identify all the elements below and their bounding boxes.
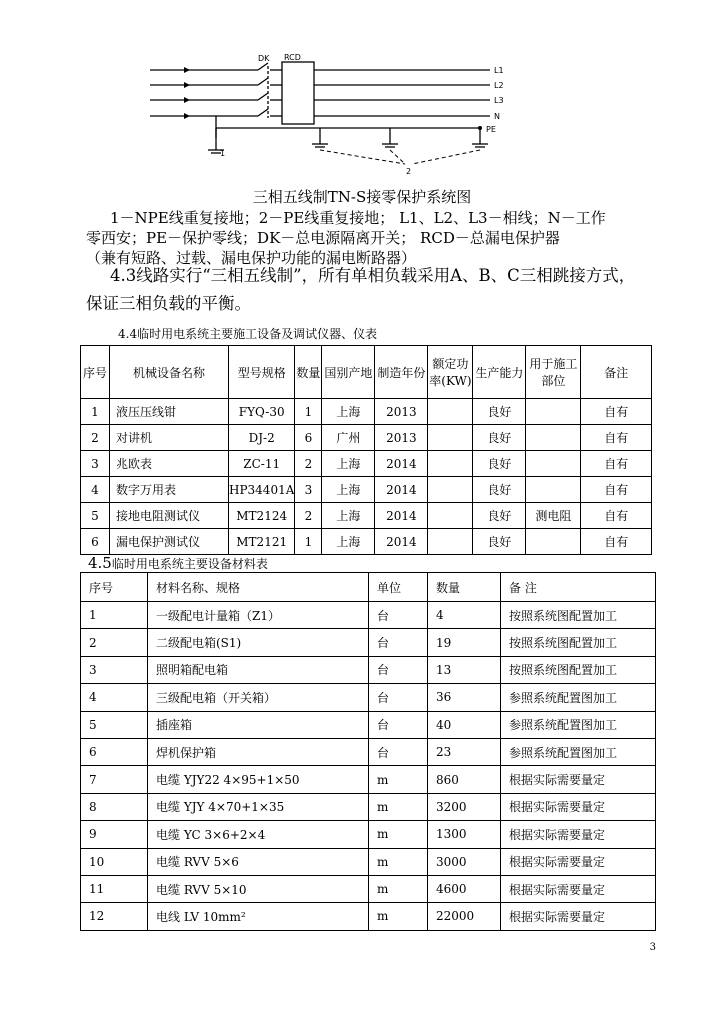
table-cell: 液压压线钳 xyxy=(110,399,229,425)
table-row xyxy=(81,629,656,656)
table-cell: 4 xyxy=(81,684,148,711)
table-cell: 自有 xyxy=(581,399,652,425)
table-cell: 良好 xyxy=(473,451,526,477)
table-cell: m xyxy=(369,766,428,793)
table-cell: 1 xyxy=(295,399,322,425)
table-cell: 台 xyxy=(369,738,428,765)
table-cell: 4600 xyxy=(428,875,501,902)
table-cell xyxy=(526,477,581,503)
table-cell: 自有 xyxy=(581,451,652,477)
col-header: 额定功率(KW) xyxy=(428,346,473,399)
materials-table xyxy=(80,572,656,931)
materials-table-body xyxy=(81,602,656,931)
table-cell: m xyxy=(369,875,428,902)
table-header-row xyxy=(81,573,656,602)
table-cell: 根据实际需要量定 xyxy=(501,848,656,875)
table-cell: HP34401A xyxy=(229,477,295,503)
table-cell: 按照系统图配置加工 xyxy=(501,602,656,629)
table2-title-number: 4.5 xyxy=(88,554,112,572)
n-label: N xyxy=(494,112,500,121)
table-cell: 9 xyxy=(81,821,148,848)
table-cell: 参照系统配置图加工 xyxy=(501,711,656,738)
table-cell: 22000 xyxy=(428,903,501,930)
table-row xyxy=(81,793,656,820)
table-cell: 良好 xyxy=(473,425,526,451)
l3-label: L3 xyxy=(494,96,504,105)
table-cell: 按照系统图配置加工 xyxy=(501,656,656,683)
col-header: 序号 xyxy=(81,573,148,602)
tn-s-system-diagram xyxy=(150,52,520,192)
table-cell: 19 xyxy=(428,629,501,656)
table-cell xyxy=(526,425,581,451)
table-cell: 照明箱配电箱 xyxy=(148,656,369,683)
table-row xyxy=(81,656,656,683)
table-cell: 3 xyxy=(81,656,148,683)
l1-label: L1 xyxy=(494,66,504,75)
table-cell: 电线 LV 10mm² xyxy=(148,903,369,930)
table-cell xyxy=(428,451,473,477)
table-cell: 良好 xyxy=(473,503,526,529)
diagram-caption: 三相五线制TN-S接零保护系统图 xyxy=(252,188,472,206)
table-cell: 台 xyxy=(369,711,428,738)
table-row xyxy=(81,711,656,738)
table-cell xyxy=(526,399,581,425)
table1-title: 4.4临时用电系统主要施工设备及调试仪器、仪表 xyxy=(118,327,378,341)
table-cell: 2013 xyxy=(375,425,428,451)
table-cell: 2014 xyxy=(375,451,428,477)
table-cell: 电缆 RVV 5×6 xyxy=(148,848,369,875)
table-cell: 上海 xyxy=(322,477,375,503)
col-header: 序号 xyxy=(81,346,110,399)
col-header: 型号规格 xyxy=(229,346,295,399)
col-header: 用于施工部位 xyxy=(526,346,581,399)
col-header: 单位 xyxy=(369,573,428,602)
table-cell xyxy=(428,529,473,555)
table-cell: 电缆 YJY22 4×95+1×50 xyxy=(148,766,369,793)
section-4-3-line-2: 保证三相负载的平衡。 xyxy=(86,294,251,313)
table-cell xyxy=(428,503,473,529)
table-cell: 2013 xyxy=(375,399,428,425)
table-cell: 台 xyxy=(369,684,428,711)
table-row xyxy=(81,503,652,529)
table-row xyxy=(81,399,652,425)
table-cell: 2014 xyxy=(375,477,428,503)
table-cell xyxy=(526,451,581,477)
table-row xyxy=(81,602,656,629)
table-cell: 良好 xyxy=(473,399,526,425)
col-header: 备 注 xyxy=(501,573,656,602)
table-cell: m xyxy=(369,903,428,930)
table-cell: 一级配电计量箱（Z1） xyxy=(148,602,369,629)
table-row xyxy=(81,529,652,555)
table2-title xyxy=(88,554,268,572)
pe-label: PE xyxy=(486,125,496,134)
page-number: 3 xyxy=(649,942,656,953)
table-cell xyxy=(428,425,473,451)
table-cell: 8 xyxy=(81,793,148,820)
col-header: 备注 xyxy=(581,346,652,399)
table-cell: 上海 xyxy=(322,399,375,425)
mark-1-label: 1 xyxy=(220,149,226,158)
table-cell: 插座箱 xyxy=(148,711,369,738)
mark-2-label: 2 xyxy=(406,167,412,176)
table-cell: 根据实际需要量定 xyxy=(501,821,656,848)
col-header: 制造年份 xyxy=(375,346,428,399)
table-cell: 5 xyxy=(81,503,110,529)
col-header: 数量 xyxy=(428,573,501,602)
col-header: 数量 xyxy=(295,346,322,399)
table-cell: 12 xyxy=(81,903,148,930)
rcd-label: RCD xyxy=(284,53,301,62)
equipment-table xyxy=(80,345,652,555)
table-row xyxy=(81,821,656,848)
table-cell: ZC-11 xyxy=(229,451,295,477)
table-cell: 2 xyxy=(295,451,322,477)
table-cell: 2014 xyxy=(375,503,428,529)
table-cell: 对讲机 xyxy=(110,425,229,451)
col-header: 材料名称、规格 xyxy=(148,573,369,602)
table-cell: 自有 xyxy=(581,425,652,451)
table-row xyxy=(81,425,652,451)
table-cell: 6 xyxy=(295,425,322,451)
table-cell: MT2121 xyxy=(229,529,295,555)
legend-line-1: 1－NPE线重复接地；2－PE线重复接地； L1、L2、L3－相线；N－工作 xyxy=(110,209,606,227)
table-cell: 自有 xyxy=(581,529,652,555)
table-cell xyxy=(428,399,473,425)
table-cell: 台 xyxy=(369,602,428,629)
table-cell xyxy=(428,477,473,503)
table-cell: 1 xyxy=(295,529,322,555)
table-cell: 3200 xyxy=(428,793,501,820)
table-cell: 36 xyxy=(428,684,501,711)
table-cell: 根据实际需要量定 xyxy=(501,793,656,820)
table-cell: 6 xyxy=(81,738,148,765)
table-cell: 良好 xyxy=(473,529,526,555)
table-cell: 兆欧表 xyxy=(110,451,229,477)
table-cell: 40 xyxy=(428,711,501,738)
table-cell: 漏电保护测试仪 xyxy=(110,529,229,555)
dk-label: DK xyxy=(258,54,270,63)
table-cell: 广州 xyxy=(322,425,375,451)
table-cell: 2 xyxy=(81,425,110,451)
table-cell: 1300 xyxy=(428,821,501,848)
table-cell: 根据实际需要量定 xyxy=(501,766,656,793)
table-cell: 1 xyxy=(81,602,148,629)
table-cell: 3000 xyxy=(428,848,501,875)
table-cell: 11 xyxy=(81,875,148,902)
table-cell: 1 xyxy=(81,399,110,425)
table-cell: MT2124 xyxy=(229,503,295,529)
table-cell: 根据实际需要量定 xyxy=(501,875,656,902)
equipment-table-body xyxy=(81,399,652,555)
legend-line-2: 零西安；PE－保护零线；DK－总电源隔离开关； RCD－总漏电保护器 xyxy=(86,229,560,247)
table-cell: 上海 xyxy=(322,503,375,529)
table-cell: 自有 xyxy=(581,477,652,503)
table-cell: 接地电阻测试仪 xyxy=(110,503,229,529)
table-cell: 二级配电箱(S1) xyxy=(148,629,369,656)
col-header: 生产能力 xyxy=(473,346,526,399)
legend-line-3: （兼有短路、过载、漏电保护功能的漏电断路器） xyxy=(86,249,417,267)
table-cell xyxy=(526,529,581,555)
table-cell: 电缆 YJY 4×70+1×35 xyxy=(148,793,369,820)
table2-title-text: 临时用电系统主要设备材料表 xyxy=(111,557,268,571)
table-cell: 7 xyxy=(81,766,148,793)
table-cell: 上海 xyxy=(322,451,375,477)
table-cell: m xyxy=(369,848,428,875)
table-row xyxy=(81,875,656,902)
table-cell: 按照系统图配置加工 xyxy=(501,629,656,656)
table-cell: 6 xyxy=(81,529,110,555)
section-4-3-line-1: 4.3线路实行“三相五线制”，所有单相负载采用A、B、C三相跳接方式， xyxy=(110,266,636,285)
table-cell: 良好 xyxy=(473,477,526,503)
table-cell: m xyxy=(369,793,428,820)
table-cell: 台 xyxy=(369,629,428,656)
table-header-row xyxy=(81,346,652,399)
table-cell: 3 xyxy=(81,451,110,477)
col-header: 国别产地 xyxy=(322,346,375,399)
table-cell: 三级配电箱（开关箱） xyxy=(148,684,369,711)
table-cell: 3 xyxy=(295,477,322,503)
table-row xyxy=(81,684,656,711)
table-cell: FYQ-30 xyxy=(229,399,295,425)
table-cell: 自有 xyxy=(581,503,652,529)
table-cell: 4 xyxy=(428,602,501,629)
table-cell: 焊机保护箱 xyxy=(148,738,369,765)
table-cell: 4 xyxy=(81,477,110,503)
table-cell: m xyxy=(369,821,428,848)
table-cell: 13 xyxy=(428,656,501,683)
table-cell: 根据实际需要量定 xyxy=(501,903,656,930)
table-cell: 参照系统配置图加工 xyxy=(501,684,656,711)
table-cell: 23 xyxy=(428,738,501,765)
table-row xyxy=(81,451,652,477)
table-cell: 测电阻 xyxy=(526,503,581,529)
table-row xyxy=(81,738,656,765)
table-cell: 上海 xyxy=(322,529,375,555)
table-cell: 电缆 RVV 5×10 xyxy=(148,875,369,902)
table-cell: 台 xyxy=(369,656,428,683)
table-cell: 参照系统配置图加工 xyxy=(501,738,656,765)
table-cell: 数字万用表 xyxy=(110,477,229,503)
table-cell: 860 xyxy=(428,766,501,793)
table-cell: 5 xyxy=(81,711,148,738)
table-cell: 2 xyxy=(81,629,148,656)
table-cell: 2 xyxy=(295,503,322,529)
table-row xyxy=(81,477,652,503)
col-header: 机械设备名称 xyxy=(110,346,229,399)
table-cell: 电缆 YC 3×6+2×4 xyxy=(148,821,369,848)
l2-label: L2 xyxy=(494,81,504,90)
table-cell: 2014 xyxy=(375,529,428,555)
table-cell: 10 xyxy=(81,848,148,875)
table-row xyxy=(81,848,656,875)
table-row xyxy=(81,903,656,930)
table-row xyxy=(81,766,656,793)
table-cell: DJ-2 xyxy=(229,425,295,451)
